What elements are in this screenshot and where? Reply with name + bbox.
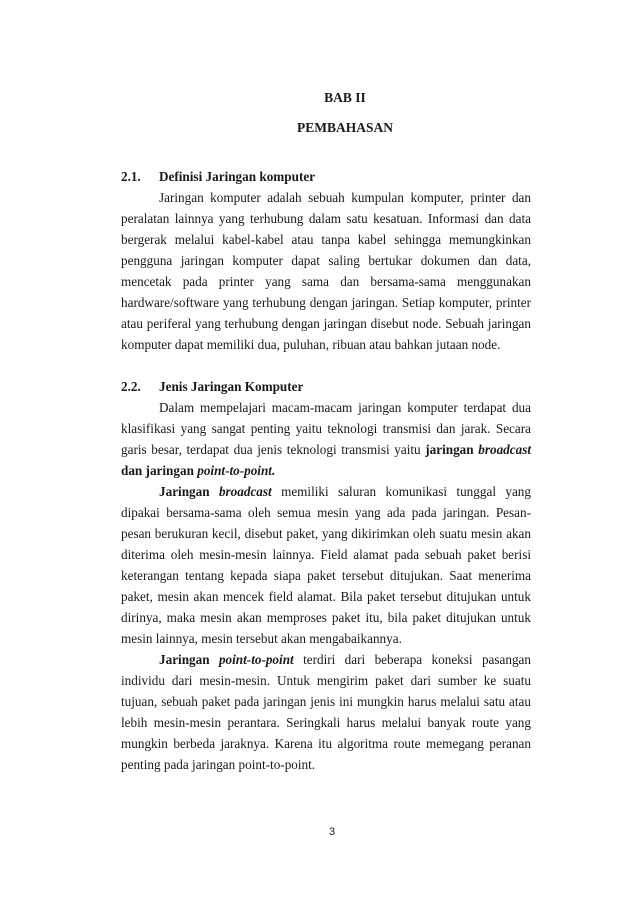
- bold-italic-term: point-to-point.: [197, 463, 276, 478]
- spacer: [121, 355, 531, 376]
- bold-term: dan jaringan: [121, 463, 194, 478]
- section-number: 2.2.: [121, 379, 141, 394]
- section-title: Jenis Jaringan Komputer: [159, 379, 304, 394]
- chapter-number: BAB II: [324, 90, 366, 105]
- section-title: Definisi Jaringan komputer: [159, 169, 316, 184]
- paragraph-text: terdiri dari beberapa koneksi pasangan individu dari mesin-mesin. Untuk mengirim paket dari sumber ke suatu tujuan, sebuah paket pada jaringan jenis ini mungkin harus melalui satu atau lebih mesin-mesin perantara. Seringkali harus melalui banyak route yang mungkin berbeda jaraknya. Karena itu algoritma route memegang peranan penting pada jaringan point-to-point.: [121, 652, 532, 772]
- paragraph-text: memiliki saluran komunikasi tunggal yang dipakai bersama-sama oleh semua mesin yang ada pada jaringan. Pesan-pesan berukuran kecil, disebut paket, yang dikirimkan oleh suatu mesin akan diterima oleh mesin-mesin lainnya. Field alamat pada sebuah paket berisi keterangan tentang kepada siapa paket tersebut ditujukan. Saat menerima paket, mesin akan mencek field alamat. Bila paket tersebut ditujukan untuk dirinya, maka mesin akan memproses paket itu, bila paket ditujukan untuk mesin lainnya, mesin tersebut akan mengabaikannya.: [121, 484, 531, 646]
- bold-italic-term: point-to-point: [218, 652, 294, 667]
- page-number: 3: [328, 826, 336, 838]
- paragraph-definition: Jaringan komputer adalah sebuah kumpulan komputer, printer dan peralatan lainnya yang terhubung dalam satu kesatuan. Informasi dan data bergerak melalui kabel-kabel atau tanpa kabel sehingga memungkinkan pengguna jaringan komputer dapat saling bertukar dokumen dan data, mencetak pada printer yang sama dan bersama-sama menggunakan hardware/software yang terhubung dengan jaringan. Setiap komputer, printer atau periferal yang terhubung dengan jaringan disebut node. Sebuah jaringan komputer dapat memiliki dua, puluhan, ribuan atau bahkan jutaan node.: [121, 190, 531, 352]
- paragraph-point-to-point: [121, 649, 531, 775]
- chapter-title: PEMBAHASAN: [296, 120, 393, 135]
- paragraph-text: Dalam mempelajari macam-macam jaringan komputer terdapat dua klasifikasi yang sangat penting yaitu teknologi transmisi dan jarak. Secara garis besar, terdapat dua jenis teknologi transmisi yaitu: [121, 400, 531, 457]
- bold-italic-term: broadcast: [218, 484, 272, 499]
- paragraph-broadcast: [121, 481, 531, 649]
- section-heading-2-2: [121, 376, 531, 397]
- bold-term: jaringan: [425, 442, 474, 457]
- bold-term: Jaringan: [159, 484, 210, 499]
- section-number: 2.1.: [121, 169, 141, 184]
- paragraph-classification: [121, 397, 531, 481]
- section-heading-2-1: [121, 166, 531, 187]
- page-body: [121, 166, 531, 775]
- bold-italic-term: broadcast: [478, 442, 531, 457]
- bold-term: Jaringan: [159, 652, 210, 667]
